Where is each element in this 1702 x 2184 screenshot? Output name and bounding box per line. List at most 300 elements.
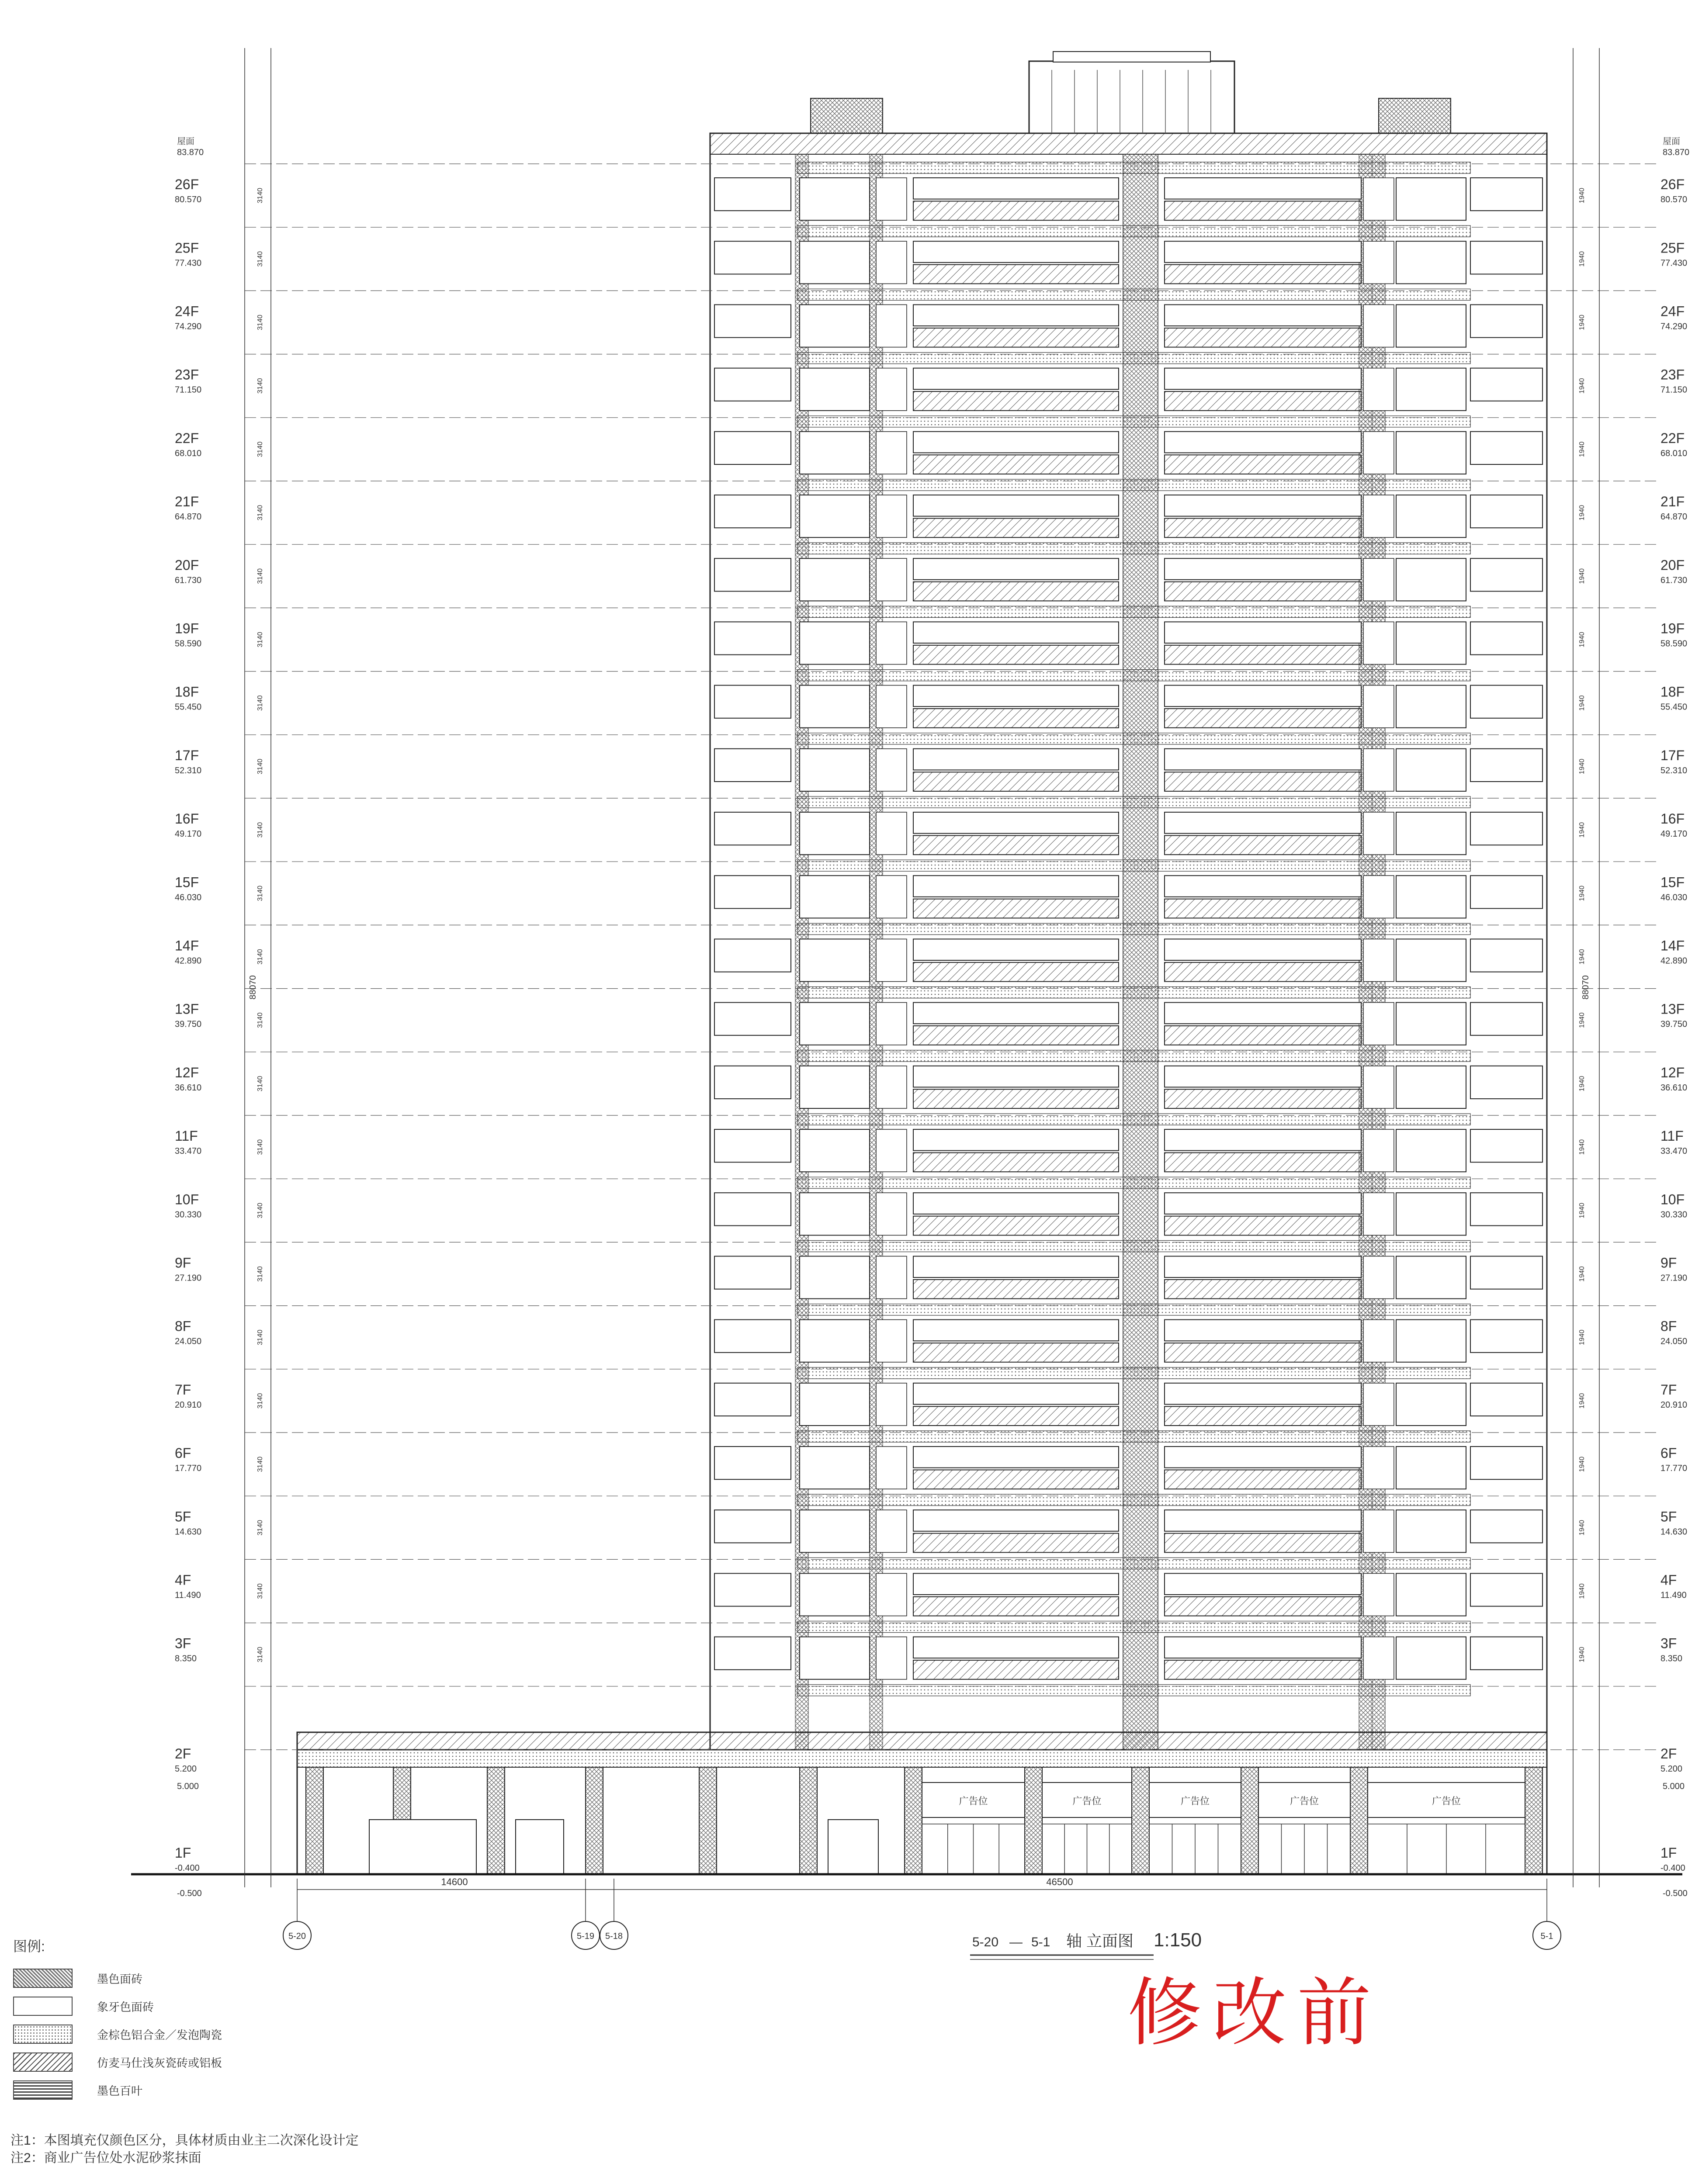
window-unit [1470, 1129, 1543, 1162]
floor-label: 26F [1660, 177, 1685, 193]
axis-label: 5-19 [576, 1931, 595, 1941]
balcony-glass-rail [913, 1533, 1119, 1553]
window-unit [1396, 1510, 1466, 1552]
window-unit [714, 1193, 791, 1225]
window-unit [1470, 1320, 1543, 1353]
balcony-window [1165, 812, 1361, 834]
window-unit [800, 178, 870, 220]
floor-elevation: 68.010 [175, 448, 202, 458]
balcony-window [1165, 495, 1361, 516]
floor-label: 22F [1660, 430, 1685, 446]
slab-band [797, 1621, 1470, 1633]
floor-elevation: 30.330 [175, 1210, 202, 1220]
balcony-glass-rail [913, 1597, 1119, 1616]
window-unit [1363, 622, 1394, 664]
balcony-window [913, 1320, 1119, 1341]
balcony-glass-rail [913, 1343, 1119, 1362]
balcony-window [913, 1129, 1119, 1151]
ground-elevation: -0.500 [1663, 1889, 1688, 1898]
balcony-glass-rail [1165, 455, 1361, 474]
balcony-glass-rail [1165, 1280, 1361, 1299]
window-unit [1363, 432, 1394, 474]
slab-band [797, 1494, 1470, 1506]
floor-elevation: 52.310 [175, 765, 202, 775]
window-unit [1396, 241, 1466, 284]
slab-band [797, 987, 1470, 998]
window-unit [1363, 1573, 1394, 1616]
slab-band [797, 225, 1470, 237]
window-unit [876, 685, 907, 728]
window-unit [800, 432, 870, 474]
floor-label: 14F [1660, 938, 1685, 954]
window-unit [714, 1510, 791, 1543]
slab-band [797, 1114, 1470, 1125]
balcony-window [1165, 1003, 1361, 1024]
window-unit [800, 1256, 870, 1298]
floor-label: 25F [1660, 240, 1685, 256]
louver-swatch [13, 2080, 73, 2100]
floor-elevation: 39.750 [1660, 1019, 1688, 1029]
window-unit [714, 178, 791, 211]
floor-elevation: 17.770 [1660, 1464, 1688, 1474]
shop-door [369, 1820, 476, 1874]
balcony-glass-rail [913, 1026, 1119, 1045]
floor-label: 22F [175, 430, 199, 446]
storey-dim: 3140 [257, 1329, 264, 1345]
balcony-glass-rail [1165, 391, 1361, 411]
floor-label: 12F [175, 1064, 199, 1080]
window-unit [800, 1510, 870, 1552]
floor-label: 23F [1660, 367, 1685, 383]
floor-elevation: 17.770 [175, 1464, 202, 1474]
window-unit [714, 1383, 791, 1416]
balcony-window [913, 749, 1119, 770]
floor-label: 19F [175, 620, 199, 637]
title-axis-start: 5-20 [972, 1935, 999, 1949]
floor-elevation: 61.730 [1660, 575, 1688, 585]
slab-band [797, 860, 1470, 871]
balcony-glass-rail [1165, 582, 1361, 601]
balcony-glass-rail [1165, 518, 1361, 537]
window-unit [800, 495, 870, 537]
window-unit [800, 241, 870, 284]
podium-column [800, 1767, 817, 1874]
floor-label: 19F [1660, 620, 1685, 637]
roof-label: 屋面 [1663, 137, 1680, 146]
floor-label: 17F [1660, 747, 1685, 763]
window-unit [876, 178, 907, 220]
floor-label: 13F [1660, 1001, 1685, 1017]
balcony-glass-rail [913, 1089, 1119, 1108]
window-unit [1363, 1066, 1394, 1108]
window-unit [876, 495, 907, 537]
floor-label: 7F [1660, 1381, 1677, 1398]
balcony-glass-rail [913, 899, 1119, 918]
window-dim: 1940 [1578, 758, 1586, 775]
balcony-glass-rail [1165, 1470, 1361, 1489]
window-unit [800, 1320, 870, 1362]
window-unit [1470, 1193, 1543, 1225]
window-unit [714, 1447, 791, 1479]
floor-elevation: 5.200 [1660, 1764, 1683, 1774]
legend-item-dark-tile [13, 1964, 406, 1992]
window-unit [1396, 178, 1466, 220]
floor-label: 1F [1660, 1845, 1677, 1861]
balcony-window [913, 685, 1119, 707]
window-unit [1363, 178, 1394, 220]
floor-label: 24F [175, 303, 199, 319]
window-dim: 1940 [1578, 1203, 1586, 1218]
floor-elevation: -0.400 [1660, 1863, 1685, 1873]
window-unit [714, 812, 791, 845]
balcony-window [1165, 558, 1361, 580]
window-unit [800, 1637, 870, 1679]
window-unit [876, 1193, 907, 1235]
floor-label: 6F [175, 1445, 191, 1461]
balcony-window [913, 1383, 1119, 1405]
window-unit [714, 1637, 791, 1670]
window-unit [1470, 178, 1543, 211]
window-dim: 1940 [1578, 949, 1586, 965]
floor-label: 26F [175, 177, 199, 193]
floor-label: 6F [1660, 1445, 1677, 1461]
floor-elevation: 58.590 [175, 639, 202, 649]
window-unit [1470, 812, 1543, 845]
legend-label: 象牙色面砖 [97, 2000, 154, 2014]
axis-label: 5-18 [605, 1931, 623, 1941]
floor-label: 10F [1660, 1191, 1685, 1208]
window-unit [714, 1003, 791, 1035]
floor-label: 21F [175, 494, 199, 510]
window-unit [1470, 939, 1543, 972]
window-unit [1363, 939, 1394, 981]
balcony-window [913, 178, 1119, 199]
floor-label: 10F [175, 1191, 199, 1208]
window-dim: 1940 [1578, 378, 1586, 394]
window-unit [1396, 1320, 1466, 1362]
signage-label: 广告位 [1432, 1796, 1461, 1807]
signage-label: 广告位 [959, 1796, 988, 1807]
balcony-window [1165, 1637, 1361, 1658]
window-unit [800, 1447, 870, 1489]
balcony-window [913, 812, 1119, 834]
balcony-window [913, 622, 1119, 643]
floor-label: 12F [1660, 1064, 1685, 1080]
floor-elevation: 39.750 [175, 1019, 202, 1029]
storey-dim: 3140 [257, 1520, 264, 1536]
storey-dim: 3140 [257, 315, 264, 330]
floor-label: 3F [1660, 1635, 1677, 1651]
balcony-glass-rail [913, 265, 1119, 284]
window-unit [1396, 432, 1466, 474]
balcony-glass-rail [913, 455, 1119, 474]
title-text: 轴 立面图 [1066, 1932, 1134, 1950]
slab-band [797, 1177, 1470, 1188]
window-dim: 1940 [1578, 1266, 1586, 1282]
balcony-window [1165, 368, 1361, 390]
window-unit [1396, 1129, 1466, 1172]
window-dim: 1940 [1578, 505, 1586, 521]
floor-label: 21F [1660, 494, 1685, 510]
balcony-glass-rail [913, 1470, 1119, 1489]
floor-label: 2F [175, 1746, 191, 1762]
balcony-window [1165, 1066, 1361, 1087]
floor-elevation: 24.050 [1660, 1336, 1688, 1346]
window-unit [876, 432, 907, 474]
slab-band [797, 353, 1470, 364]
storey-dim: 3140 [257, 441, 264, 457]
window-unit [1363, 1637, 1394, 1679]
floor-elevation: 64.870 [1660, 512, 1688, 522]
window-unit [1470, 558, 1543, 591]
window-dim: 1940 [1578, 1139, 1586, 1155]
window-unit [1363, 749, 1394, 791]
roof-machine-room [1029, 61, 1234, 133]
floor-elevation: 33.470 [1660, 1146, 1688, 1156]
window-dim: 1940 [1578, 315, 1586, 330]
storey-dim: 3140 [257, 949, 264, 965]
slab-band [797, 796, 1470, 808]
floor-label: 15F [175, 874, 199, 890]
storey-dim: 3140 [257, 758, 264, 775]
overall-dim: 14600 [441, 1876, 468, 1887]
legend-title: 图例: [13, 1938, 45, 1954]
podium-column [1350, 1767, 1368, 1874]
floor-elevation: 36.610 [1660, 1083, 1688, 1093]
balcony-window [1165, 1573, 1361, 1595]
window-dim: 1940 [1578, 1329, 1586, 1345]
window-unit [876, 876, 907, 918]
floor-elevation: 74.290 [175, 322, 202, 332]
level-elevation: 5.000 [177, 1782, 199, 1791]
window-unit [876, 1066, 907, 1108]
overall-dim: 46500 [1046, 1876, 1073, 1887]
balcony-glass-rail [1165, 772, 1361, 791]
balcony-window [1165, 1193, 1361, 1214]
slab-band [797, 1367, 1470, 1379]
floor-label: 8F [1660, 1318, 1677, 1334]
slab-band [797, 1558, 1470, 1569]
floor-label: 1F [175, 1845, 191, 1861]
balcony-glass-rail [913, 1216, 1119, 1236]
window-unit [876, 1320, 907, 1362]
storey-dim: 3140 [257, 695, 264, 711]
floor-elevation: 42.890 [175, 956, 202, 966]
storey-dim: 3140 [257, 1266, 264, 1282]
floor-elevation: 71.150 [175, 385, 202, 395]
balcony-glass-rail [913, 962, 1119, 982]
axis-label: 5-20 [288, 1931, 306, 1941]
storey-dim: 3140 [257, 1647, 264, 1662]
floor-elevation: 14.630 [1660, 1527, 1688, 1537]
balcony-glass-rail [913, 391, 1119, 411]
title-axis-end: 5-1 [1031, 1935, 1050, 1949]
podium-column [1025, 1767, 1042, 1874]
ground-elevation: -0.500 [177, 1889, 202, 1898]
window-unit [1470, 1066, 1543, 1099]
balcony-glass-rail [1165, 1343, 1361, 1362]
balcony-glass-rail [1165, 1533, 1361, 1553]
ivory-tile-swatch [13, 1997, 73, 2016]
legend-label: 墨色百叶 [97, 2084, 143, 2097]
roof-label: 屋面 [177, 137, 194, 146]
signage-label: 广告位 [1289, 1796, 1319, 1807]
storey-dim: 3140 [257, 1583, 264, 1599]
storey-dim: 3140 [257, 822, 264, 838]
floor-elevation: 11.490 [1660, 1590, 1687, 1600]
floor-elevation: 20.910 [1660, 1400, 1688, 1410]
window-unit [1396, 1447, 1466, 1489]
balcony-glass-rail [1165, 1089, 1361, 1108]
window-unit [876, 305, 907, 347]
podium-column [699, 1767, 717, 1874]
balcony-glass-rail [913, 582, 1119, 601]
stone-swatch [13, 2052, 73, 2072]
window-unit [1396, 495, 1466, 537]
window-unit [1396, 1003, 1466, 1045]
balcony-window [1165, 1447, 1361, 1468]
balcony-window [913, 368, 1119, 390]
balcony-window [913, 432, 1119, 453]
balcony-window [1165, 1383, 1361, 1405]
level-elevation: 5.000 [1663, 1782, 1685, 1791]
floor-label: 20F [175, 557, 199, 573]
balcony-window [1165, 622, 1361, 643]
podium-canopy [297, 1732, 1547, 1750]
balcony-glass-rail [913, 709, 1119, 728]
balcony-window [1165, 178, 1361, 199]
signage-label: 广告位 [1180, 1796, 1210, 1807]
legend-label: 仿麦马仕浅灰瓷砖或铝板 [97, 2056, 222, 2070]
podium-fascia [297, 1750, 1547, 1767]
window-unit [876, 1573, 907, 1616]
window-unit [876, 1383, 907, 1426]
window-unit [1363, 685, 1394, 728]
floor-label: 11F [175, 1128, 198, 1144]
window-unit [800, 1573, 870, 1616]
window-dim: 1940 [1578, 568, 1586, 584]
window-unit [1396, 939, 1466, 981]
balcony-glass-rail [1165, 1660, 1361, 1679]
storey-dim: 3140 [257, 1393, 264, 1409]
floor-elevation: 55.450 [1660, 702, 1688, 712]
roof-elevation: 83.870 [1663, 148, 1690, 157]
window-unit [876, 1447, 907, 1489]
floor-elevation: 64.870 [175, 512, 202, 522]
balcony-glass-rail [913, 835, 1119, 855]
window-unit [800, 685, 870, 728]
window-unit [714, 495, 791, 528]
slab-band [797, 289, 1470, 300]
podium-column [586, 1767, 603, 1874]
floor-label: 8F [175, 1318, 191, 1334]
balcony-glass-rail [1165, 899, 1361, 918]
balcony-window [913, 1510, 1119, 1531]
window-unit [1470, 749, 1543, 782]
window-unit [1470, 432, 1543, 464]
window-unit [1470, 685, 1543, 718]
floor-elevation: 80.570 [175, 195, 202, 205]
stair-head-left [811, 98, 883, 133]
window-unit [876, 749, 907, 791]
floor-label: 11F [1660, 1128, 1684, 1144]
floor-elevation: 46.030 [175, 893, 202, 903]
balcony-glass-rail [913, 1280, 1119, 1299]
window-unit [1396, 812, 1466, 855]
note-2: 注2：商业广告位处水泥砂浆抹面 [10, 2151, 201, 2165]
window-dim: 1940 [1578, 441, 1586, 457]
floor-label: 24F [1660, 303, 1685, 319]
window-unit [876, 939, 907, 981]
slab-band [797, 543, 1470, 554]
balcony-window [1165, 241, 1361, 263]
floor-elevation: 58.590 [1660, 639, 1688, 649]
balcony-glass-rail [1165, 1026, 1361, 1045]
floor-label: 16F [1660, 811, 1685, 827]
window-unit [1470, 1383, 1543, 1416]
window-unit [876, 1003, 907, 1045]
legend-item-ivory-tile [13, 1992, 406, 2020]
window-unit [876, 558, 907, 601]
legend-label: 金棕色铝合金／发泡陶瓷 [97, 2028, 222, 2042]
slab-band [797, 1304, 1470, 1315]
note-1: 注1：本图填充仅颜色区分，具体材质由业主二次深化设计定 [10, 2133, 359, 2148]
podium-column [487, 1767, 505, 1874]
window-unit [1363, 812, 1394, 855]
balcony-glass-rail [1165, 835, 1361, 855]
window-dim: 1940 [1578, 1012, 1586, 1028]
window-unit [1470, 495, 1543, 528]
window-unit [1396, 368, 1466, 411]
floor-elevation: 8.350 [175, 1654, 197, 1664]
podium-column [1241, 1767, 1258, 1874]
window-dim: 1940 [1578, 1520, 1586, 1536]
title-connector: — [1009, 1935, 1023, 1949]
window-unit [1363, 1256, 1394, 1298]
window-unit [714, 241, 791, 274]
floor-elevation: 71.150 [1660, 385, 1688, 395]
roof-parapet [710, 133, 1547, 154]
slab-band [797, 416, 1470, 427]
title-scale: 1:150 [1154, 1929, 1202, 1951]
window-unit [1470, 1573, 1543, 1606]
podium-column [905, 1767, 922, 1874]
floor-label: 3F [175, 1635, 191, 1651]
balcony-glass-rail [913, 328, 1119, 347]
window-unit [1470, 305, 1543, 337]
slab-band [797, 606, 1470, 617]
window-dim: 1940 [1578, 886, 1586, 901]
floor-label: 4F [1660, 1572, 1677, 1588]
window-unit [1396, 1383, 1466, 1426]
window-unit [1363, 1320, 1394, 1362]
window-unit [1396, 1573, 1466, 1616]
window-unit [1470, 1510, 1543, 1543]
balcony-window [1165, 1129, 1361, 1151]
floor-elevation: 11.490 [175, 1590, 201, 1600]
balcony-window [1165, 749, 1361, 770]
window-dim: 1940 [1578, 1393, 1586, 1409]
balcony-window [913, 1256, 1119, 1277]
window-dim: 1940 [1578, 1647, 1586, 1662]
floor-elevation: 49.170 [1660, 829, 1688, 839]
floor-elevation: 33.470 [175, 1146, 202, 1156]
legend-label: 墨色面砖 [97, 1972, 143, 1986]
balcony-glass-rail [1165, 201, 1361, 220]
window-unit [800, 749, 870, 791]
window-unit [1396, 558, 1466, 601]
storey-dim: 3140 [257, 187, 264, 204]
